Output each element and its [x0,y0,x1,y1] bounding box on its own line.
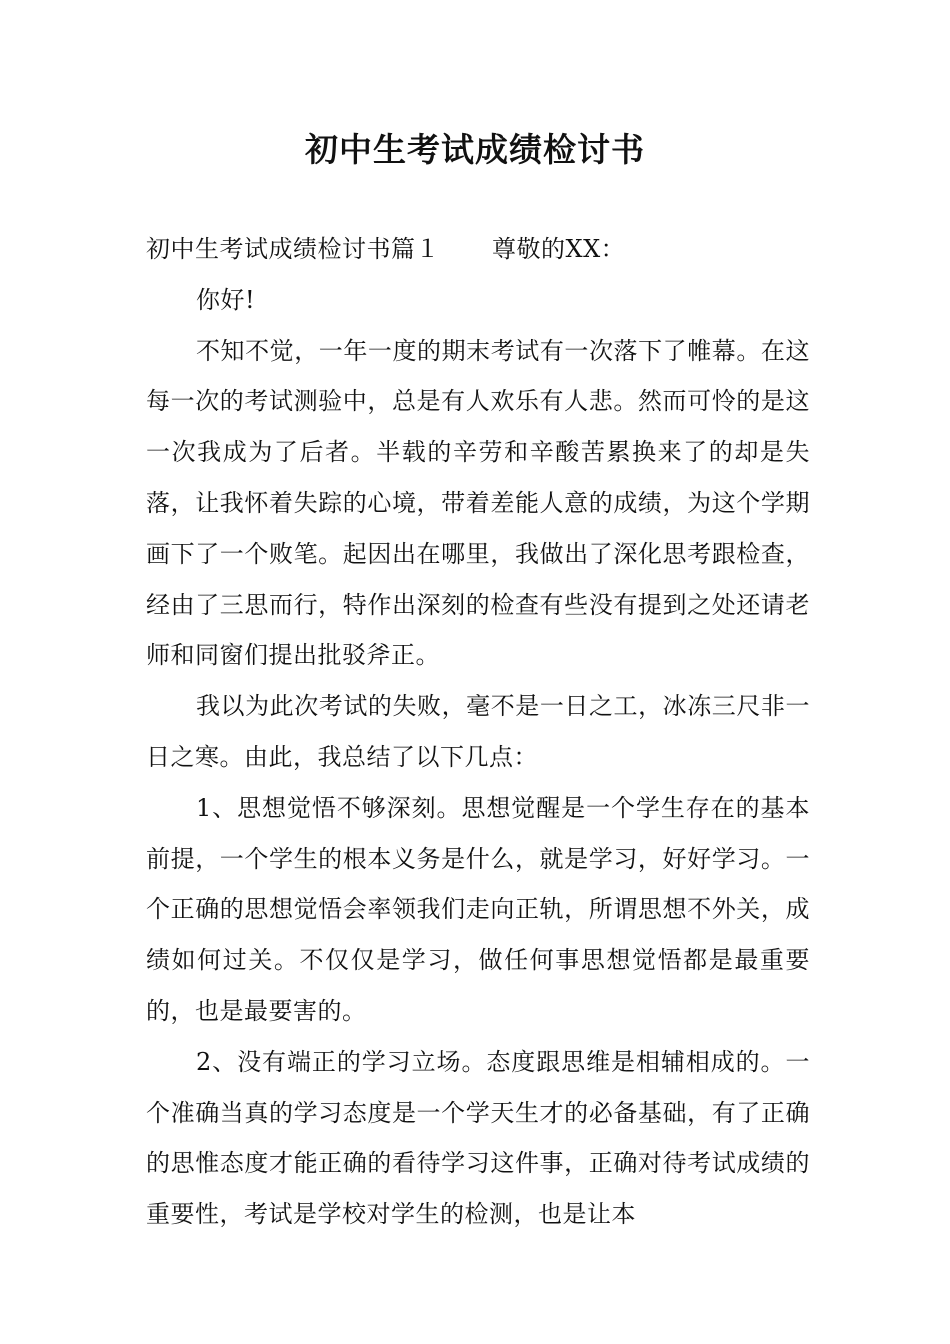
document-heading: 初中生考试成绩检讨书篇１ [146,235,440,263]
greeting: 你好! [196,285,256,314]
salutation: 尊敬的XX： [492,235,626,263]
paragraph-3: 1、思想觉悟不够深刻。思想觉醒是一个学生存在的基本前提，一个学生的根本义务是什么，就是学习，好好学习。一个正确的思想觉悟会率领我们走向正轨，所谓思想不外关，成绩如何过关。不仅仅是学习，做任何事思想觉悟都是最重要的，也是最要害的。 [146,793,810,1025]
paragraph-4: 2、没有端正的学习立场。态度跟思维是相辅相成的。一个准确当真的学习态度是一个学天生才的必备基础，有了正确的思惟态度才能正确的看待学习这件事，正确对待考试成绩的重要性，考试是学校对学生的检测，也是让本 [146,1047,810,1229]
paragraph-2: 我以为此次考试的失败，毫不是一日之工，冰冻三尺非一日之寒。由此，我总结了以下几点： [146,692,810,771]
document-title: 初中生考试成绩检讨书 [305,130,645,169]
document-body [146,224,810,1240]
paragraph-1: 不知不觉，一年一度的期末考试有一次落下了帷幕。在这每一次的考试测验中，总是有人欢乐有人悲。然而可怜的是这一次我成为了后者。半载的辛劳和辛酸苦累换来了的却是失落，让我怀着失踪的心境，带着差能人意的成绩，为这个学期画下了一个败笔。起因出在哪里，我做出了深化思考跟检查，经由了三思而行，特作出深刻的检查有些没有提到之处还请老师和同窗们提出批驳斧正。 [146,336,810,670]
document-heading-line [146,224,810,275]
